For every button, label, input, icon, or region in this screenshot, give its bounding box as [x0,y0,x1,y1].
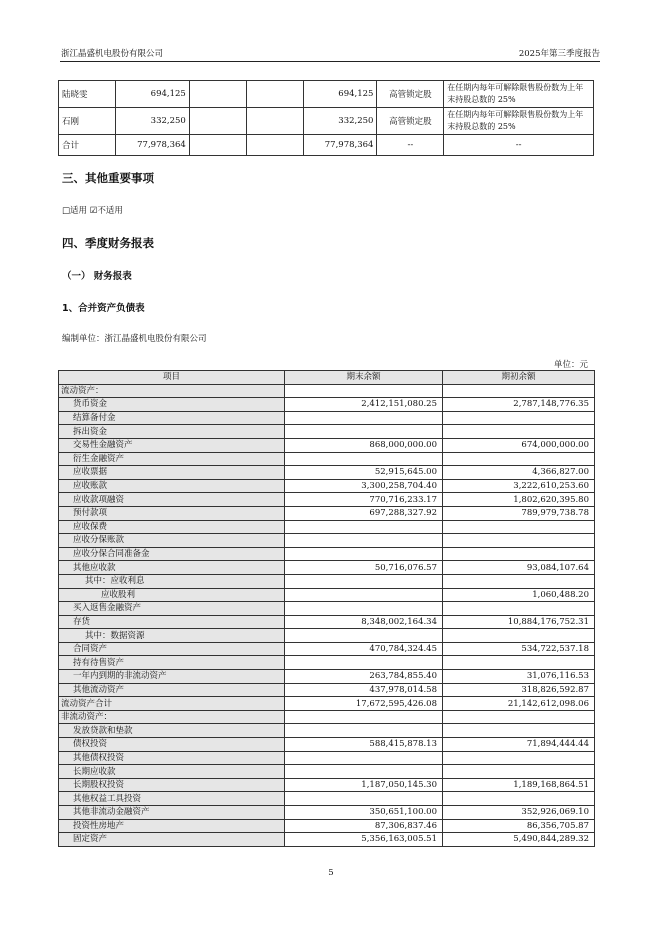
end-balance-value: 697,288,327.92 [285,506,443,520]
restriction-type: 高管锁定股 [377,81,444,108]
end-balance-value: 1,187,050,145.30 [285,778,443,792]
end-balance-value: 470,784,324.45 [285,642,443,656]
begin-balance-value [443,792,595,806]
balance-sheet-row [59,751,595,765]
release-date-note: -- [444,135,594,156]
balance-sheet-heading: 1、合并资产负债表 [62,303,145,314]
begin-balance-value: 3,222,610,253.60 [443,479,595,493]
end-balance-value [285,724,443,738]
line-item-label: 其中：数据资源 [59,629,285,643]
balance-sheet-row [59,819,595,833]
line-item-label: 一年内到期的非流动资产 [59,670,285,684]
shares-released [189,135,246,156]
shareholder-table [58,80,594,156]
line-item-label: 非流动资产： [59,710,285,724]
restriction-type: 高管锁定股 [377,108,444,135]
balance-sheet-row [59,547,595,561]
begin-balance-value: 674,000,000.00 [443,438,595,452]
begin-balance-value: 1,802,620,395.80 [443,493,595,507]
line-item-label: 结算备付金 [59,411,285,425]
line-item-label: 长期应收款 [59,765,285,779]
begin-balance-value [443,574,595,588]
end-balance-value [285,425,443,439]
begin-balance-value [443,724,595,738]
page-header [60,47,600,62]
balance-sheet-row [59,466,595,480]
begin-balance-value: 534,722,537.18 [443,642,595,656]
end-balance-value [285,411,443,425]
line-item-label: 其他债权投资 [59,751,285,765]
line-item-label: 拆出资金 [59,425,285,439]
balance-sheet-row [59,384,595,398]
shares-end: 332,250 [303,108,377,135]
shares-released [189,108,246,135]
begin-balance-value [443,452,595,466]
line-item-label: 存货 [59,615,285,629]
section3-title: 三、其他重要事项 [62,171,154,185]
begin-balance-value: 10,884,176,752.31 [443,615,595,629]
end-balance-value [285,602,443,616]
line-item-label: 应收款项融资 [59,493,285,507]
begin-balance-value: 318,826,592.87 [443,683,595,697]
begin-balance-value [443,710,595,724]
begin-balance-value [443,602,595,616]
begin-balance-value: 1,189,168,864.51 [443,778,595,792]
shareholder-row [59,108,594,135]
end-balance-value [285,384,443,398]
balance-sheet-row [59,697,595,711]
line-item-label: 衍生金融资产 [59,452,285,466]
balance-sheet-row [59,520,595,534]
line-item-label: 流动资产合计 [59,697,285,711]
end-balance-value: 588,415,878.13 [285,738,443,752]
line-item-label: 债权投资 [59,738,285,752]
col-header-end-balance: 期末余额 [285,371,443,385]
balance-sheet-table [58,370,595,847]
balance-sheet-header-row [59,371,595,385]
line-item-label: 买入返售金融资产 [59,602,285,616]
balance-sheet-row [59,629,595,643]
balance-sheet-row [59,765,595,779]
shares-end: 694,125 [303,81,377,108]
end-balance-value: 87,306,837.46 [285,819,443,833]
shareholder-name: 合计 [59,135,116,156]
end-balance-value: 8,348,002,164.34 [285,615,443,629]
end-balance-value [285,520,443,534]
unit-label: 单位：元 [553,360,588,370]
begin-balance-value: 1,060,488.20 [443,588,595,602]
balance-sheet-row [59,602,595,616]
shareholder-row [59,135,594,156]
begin-balance-value [443,751,595,765]
shares-released [189,81,246,108]
shares-added [246,108,303,135]
end-balance-value [285,629,443,643]
line-item-label: 发放贷款和垫款 [59,724,285,738]
header-report-title: 2025年第三季度报告 [518,49,600,59]
end-balance-value [285,765,443,779]
release-date-note: 在任期内每年可解除限售股份数为上年末持股总数的 25% [444,81,594,108]
begin-balance-value [443,534,595,548]
line-item-label: 其他权益工具投资 [59,792,285,806]
release-date-note: 在任期内每年可解除限售股份数为上年末持股总数的 25% [444,108,594,135]
end-balance-value [285,452,443,466]
shareholder-name: 石刚 [59,108,116,135]
balance-sheet-row [59,833,595,847]
balance-sheet-row [59,438,595,452]
line-item-label: 预付款项 [59,506,285,520]
balance-sheet-row [59,534,595,548]
line-item-label: 应收股利 [59,588,285,602]
balance-sheet-row [59,398,595,412]
line-item-label: 货币资金 [59,398,285,412]
begin-balance-value [443,547,595,561]
applicability-note: □适用 ☑不适用 [62,206,123,216]
end-balance-value: 17,672,595,426.08 [285,697,443,711]
begin-balance-value [443,629,595,643]
restriction-type: -- [377,135,444,156]
shares-added [246,135,303,156]
balance-sheet-row [59,588,595,602]
page-number: 5 [328,868,334,878]
end-balance-value [285,574,443,588]
line-item-label: 应收票据 [59,466,285,480]
balance-sheet-row [59,452,595,466]
end-balance-value [285,792,443,806]
balance-sheet-row [59,561,595,575]
balance-sheet-row [59,615,595,629]
begin-balance-value: 5,490,844,289.32 [443,833,595,847]
end-balance-value: 437,978,014.58 [285,683,443,697]
begin-balance-value [443,765,595,779]
shares-added [246,81,303,108]
end-balance-value: 770,716,233.17 [285,493,443,507]
end-balance-value [285,547,443,561]
shares-end: 77,978,364 [303,135,377,156]
balance-sheet-row [59,806,595,820]
shares-begin: 332,250 [115,108,189,135]
financial-statements-heading: （一） 财务报表 [62,271,132,282]
line-item-label: 应收账款 [59,479,285,493]
end-balance-value [285,534,443,548]
col-header-item: 项目 [59,371,285,385]
balance-sheet-row [59,670,595,684]
end-balance-value: 868,000,000.00 [285,438,443,452]
line-item-label: 应收保费 [59,520,285,534]
begin-balance-value: 352,926,069.10 [443,806,595,820]
balance-sheet-row [59,792,595,806]
end-balance-value: 350,651,100.00 [285,806,443,820]
balance-sheet-row [59,425,595,439]
end-balance-value: 3,300,258,704.40 [285,479,443,493]
begin-balance-value: 21,142,612,098.06 [443,697,595,711]
line-item-label: 持有待售资产 [59,656,285,670]
shareholder-row [59,81,594,108]
begin-balance-value [443,520,595,534]
end-balance-value: 5,356,163,005.51 [285,833,443,847]
line-item-label: 应收分保账款 [59,534,285,548]
line-item-label: 其他非流动金融资产 [59,806,285,820]
balance-sheet-row [59,479,595,493]
begin-balance-value: 4,366,827.00 [443,466,595,480]
shares-begin: 77,978,364 [115,135,189,156]
end-balance-value: 50,716,076.57 [285,561,443,575]
line-item-label: 合同资产 [59,642,285,656]
balance-sheet-row [59,411,595,425]
col-header-begin-balance: 期初余额 [443,371,595,385]
balance-sheet-row [59,778,595,792]
shares-begin: 694,125 [115,81,189,108]
line-item-label: 应收分保合同准备金 [59,547,285,561]
begin-balance-value: 789,979,738.78 [443,506,595,520]
prepared-by: 编制单位：浙江晶盛机电股份有限公司 [62,334,207,344]
line-item-label: 投资性房地产 [59,819,285,833]
end-balance-value [285,751,443,765]
begin-balance-value: 86,356,705.87 [443,819,595,833]
balance-sheet-row [59,683,595,697]
end-balance-value: 263,784,855.40 [285,670,443,684]
begin-balance-value: 2,787,148,776.35 [443,398,595,412]
balance-sheet-row [59,656,595,670]
balance-sheet-row [59,493,595,507]
line-item-label: 流动资产： [59,384,285,398]
balance-sheet-row [59,574,595,588]
end-balance-value: 2,412,151,080.25 [285,398,443,412]
begin-balance-value [443,656,595,670]
begin-balance-value [443,411,595,425]
begin-balance-value: 71,894,444.44 [443,738,595,752]
line-item-label: 交易性金融资产 [59,438,285,452]
begin-balance-value [443,384,595,398]
end-balance-value [285,588,443,602]
begin-balance-value: 31,076,116.53 [443,670,595,684]
end-balance-value [285,656,443,670]
balance-sheet-row [59,724,595,738]
header-company: 浙江晶盛机电股份有限公司 [61,49,164,59]
balance-sheet-row [59,710,595,724]
shareholder-name: 陆晓雯 [59,81,116,108]
balance-sheet-row [59,642,595,656]
line-item-label: 其他应收款 [59,561,285,575]
line-item-label: 固定资产 [59,833,285,847]
line-item-label: 其他流动资产 [59,683,285,697]
section4-title: 四、季度财务报表 [62,236,154,250]
line-item-label: 其中：应收利息 [59,574,285,588]
line-item-label: 长期股权投资 [59,778,285,792]
balance-sheet-row [59,506,595,520]
balance-sheet-row [59,738,595,752]
begin-balance-value: 93,084,107.64 [443,561,595,575]
end-balance-value [285,710,443,724]
end-balance-value: 52,915,645.00 [285,466,443,480]
begin-balance-value [443,425,595,439]
